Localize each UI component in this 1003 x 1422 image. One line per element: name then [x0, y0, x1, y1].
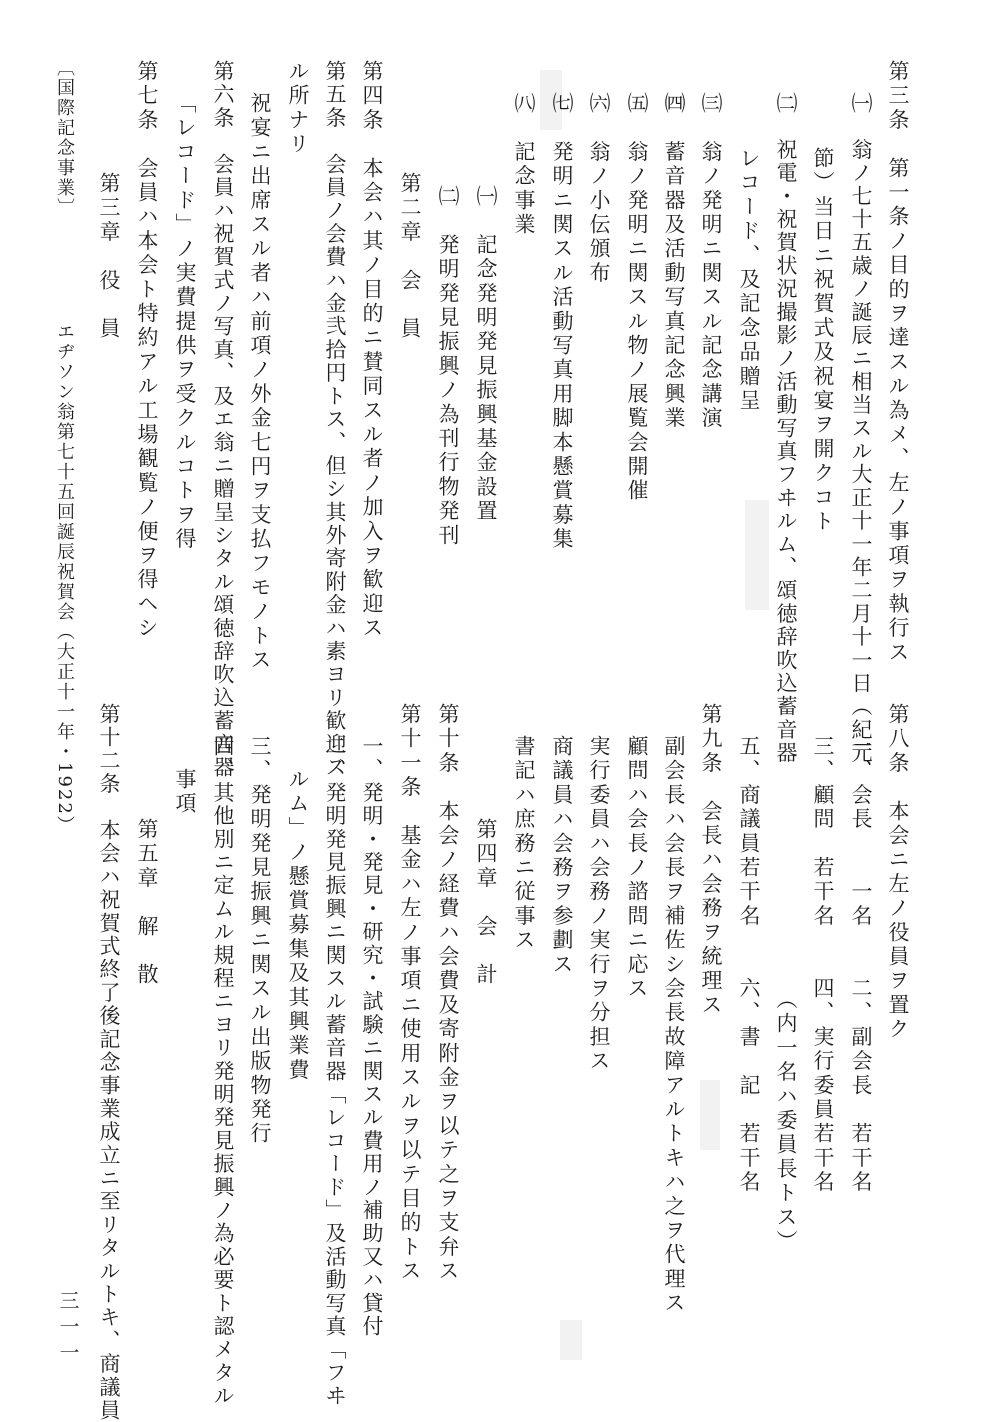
article-9-para-2: 副会長ハ会長ヲ補佐シ会長故障アルトキハ之ヲ代理ス	[662, 735, 686, 1316]
fund-use-4-line-2: 事項	[173, 768, 197, 817]
item-4: ㈣ 蓄音器及活動写真記念興業	[662, 92, 686, 431]
chapter-2-heading: 第二章 会 員	[398, 172, 422, 342]
article-10: 第十条 本会ノ経費ハ会費及寄附金ヲ以テ之ヲ支弁ス	[436, 703, 460, 1284]
item-2-line-2: レコード、及記念品贈呈	[737, 147, 761, 414]
item-8-sub-i: ㈠ 記念発明発見振興基金設置	[474, 185, 498, 524]
item-8-sub-ro: ㈡ 発明発見振興ノ為刊行物発刊	[436, 185, 460, 548]
fund-use-4-line-1: 四、其他別ニ定ムル規程ニヨリ発明発見振興ノ為必要ト認メタル	[211, 735, 235, 1408]
fund-use-3: 三、発明発見振興ニ関スル出版物発行	[248, 735, 272, 1147]
article-7: 第七条 会員ハ本会ト特約アル工場観覧ノ便ヲ得ヘシ	[135, 60, 159, 641]
article-11: 第十一条 基金ハ左ノ事項ニ使用スルヲ以テ目的トス	[398, 703, 422, 1284]
officers-line-3: 五、商議員若干名 六、書 記 若干名	[737, 735, 761, 1195]
fund-use-2-line-1: 二、発明発見振興ニ関スル蓄音器「レコード」及活動写真「フヰ	[323, 735, 347, 1408]
article-5-line-1: 第五条 会員ノ会費ハ金弐拾円トス、但シ其外寄附金ハ素ヨリ歓迎ス	[323, 60, 347, 780]
item-1-line-2: 節）当日ニ祝賀式及祝宴ヲ開クコト	[811, 147, 835, 535]
article-9-para-4: 実行委員ハ会務ノ実行ヲ分担ス	[587, 735, 611, 1074]
item-1-line-1: ㈠ 翁ノ七十五歳ノ誕辰ニ相当スル大正十一年二月十一日（紀元	[849, 92, 873, 765]
chapter-3-heading: 第三章 役 員	[97, 172, 121, 342]
running-title: エヂソン翁第七十五回誕辰祝賀会（大正十一年・1922）	[54, 322, 75, 836]
item-6: ㈥ 翁ノ小伝頒布	[587, 92, 611, 286]
article-8: 第八条 本会ニ左ノ役員ヲ置ク	[886, 703, 910, 1042]
chapter-5-heading: 第五章 解 散	[135, 818, 159, 988]
fund-use-1: 一、発明・発見・研究・試験ニ関スル費用ノ補助又ハ貸付	[360, 735, 384, 1339]
article-3: 第三条 第一条ノ目的ヲ達スル為メ、左ノ事項ヲ執行ス	[886, 60, 910, 665]
item-2-line-1: ㈡ 祝電・祝賀状況撮影ノ活動写真フヰルム、頌徳辞吹込蓄音器	[774, 92, 798, 765]
item-7: ㈦ 発明ニ関スル活動写真用脚本懸賞募集	[550, 92, 574, 552]
fund-use-2-line-2: ルム」ノ懸賞募集及其興業費	[286, 768, 310, 1083]
article-12: 第十二条 本会ハ祝賀式終了後記念事業成立ニ至リタルトキ、商議員	[97, 703, 121, 1422]
officers-line-2-note: （内一名ハ委員長トス）	[774, 988, 798, 1255]
item-3: ㈢ 翁ノ発明ニ関スル記念講演	[699, 92, 723, 431]
running-section: 〔国際記念事業〕	[54, 58, 75, 218]
article-9-para-6: 書記ハ庶務ニ従事ス	[512, 735, 536, 953]
article-9-para-3: 顧問ハ会長ノ諮問ニ応ス	[625, 735, 649, 1002]
chapter-4-heading: 第四章 会 計	[474, 818, 498, 988]
officers-line-2: 三、顧問 若干名 四、実行委員若干名	[811, 735, 835, 1195]
article-6-line-2: 「レコード」ノ実費提供ヲ受クルコトヲ得	[173, 92, 197, 552]
article-5-line-2: ル所ナリ	[286, 60, 310, 157]
article-9-para-5: 商議員ハ会務ヲ参劃ス	[550, 735, 574, 977]
article-9: 第九条 会長ハ会務ヲ統理ス	[699, 703, 723, 1018]
page-number: 三一一	[56, 1290, 80, 1368]
article-6-line-1: 第六条 会員ハ祝賀式ノ写真、及エ翁ニ贈呈シタル頌徳辞吹込蓄音器	[211, 60, 235, 780]
bleed-through-mark	[745, 500, 769, 610]
bleed-through-mark	[700, 1080, 720, 1150]
bleed-through-mark	[560, 1320, 582, 1360]
item-8: ㈧ 記念事業	[512, 92, 536, 238]
article-5-note: 祝宴ニ出席スル者ハ前項ノ外金七円ヲ支払フモノトス	[248, 92, 272, 673]
item-5: ㈤ 翁ノ発明ニ関スル物ノ展覧会開催	[625, 92, 649, 504]
article-4: 第四条 本会ハ其ノ目的ニ賛同スル者ノ加入ヲ歓迎ス	[360, 60, 384, 641]
officers-line-1: 一、会長 一名 二、副会長 若干名	[849, 735, 873, 1195]
